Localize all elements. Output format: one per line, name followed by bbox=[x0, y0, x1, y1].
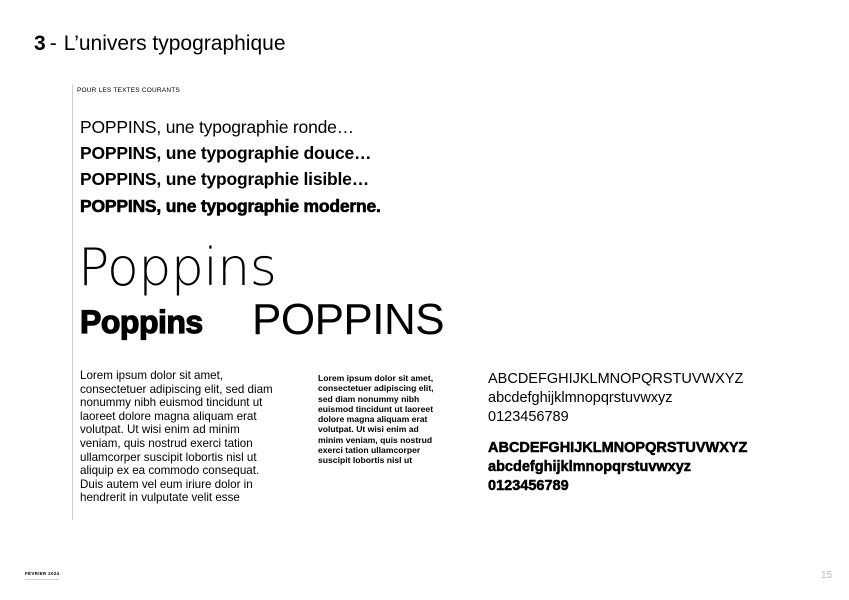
alphabet-regular-digits: 0123456789 bbox=[488, 409, 569, 425]
paragraph-bold: Lorem ipsum dolor sit amet, consectetuer adipiscing elit, sed diam nonummy nibh euismod tincidunt ut laoreet dolore magna aliquam erat volutpat. Ut wisi enim ad minim veniam, quis nostrud exerci tation ullamcorper suscipit lobortis nisl ut bbox=[318, 373, 434, 466]
sample-line-regular: POPPINS, une typographie ronde… bbox=[80, 117, 354, 137]
alphabet-regular-upper: ABCDEFGHIJKLMNOPQRSTUVWXYZ bbox=[488, 371, 744, 387]
footer-date: FÉVRIER 2024 bbox=[25, 571, 60, 576]
alphabet-bold-digits: 0123456789 bbox=[488, 478, 569, 494]
page-title: L’univers typographique bbox=[63, 32, 286, 55]
page-header bbox=[34, 30, 286, 58]
section-dash: - bbox=[49, 32, 57, 55]
sample-line-black: POPPINS, une typographie moderne. bbox=[80, 196, 381, 216]
section-caption: POUR LES TEXTES COURANTS bbox=[77, 87, 180, 94]
footer-divider bbox=[25, 579, 59, 580]
sample-line-semibold: POPPINS, une typographie douce… bbox=[80, 143, 372, 163]
vertical-divider bbox=[72, 84, 73, 520]
alphabet-bold-upper: ABCDEFGHIJKLMNOPQRSTUVWXYZ bbox=[488, 440, 748, 456]
alphabet-bold-lower: abcdefghijklmnopqrstuvwxyz bbox=[488, 459, 692, 475]
display-light: Poppins bbox=[78, 238, 277, 298]
alphabet-regular-lower: abcdefghijklmnopqrstuvwxyz bbox=[488, 390, 673, 406]
sample-line-bold: POPPINS, une typographie lisible… bbox=[80, 169, 370, 189]
page-number: 15 bbox=[821, 570, 833, 581]
display-bold: Poppins bbox=[80, 304, 203, 340]
display-caps: POPPINS bbox=[252, 295, 445, 344]
paragraph-regular: Lorem ipsum dolor sit amet, consectetuer adipiscing elit, sed diam nonummy nibh euismod tincidunt ut laoreet dolore magna aliquam erat volutpat. Ut wisi enim ad minim veniam, quis nostrud exerci tation ullamcorper suscipit lobortis nisl ut aliquip ex ea commodo consequat. Duis autem vel eum iriure dolor in hendrerit in vulputate velit esse bbox=[80, 369, 273, 505]
section-number: 3 bbox=[34, 32, 46, 55]
